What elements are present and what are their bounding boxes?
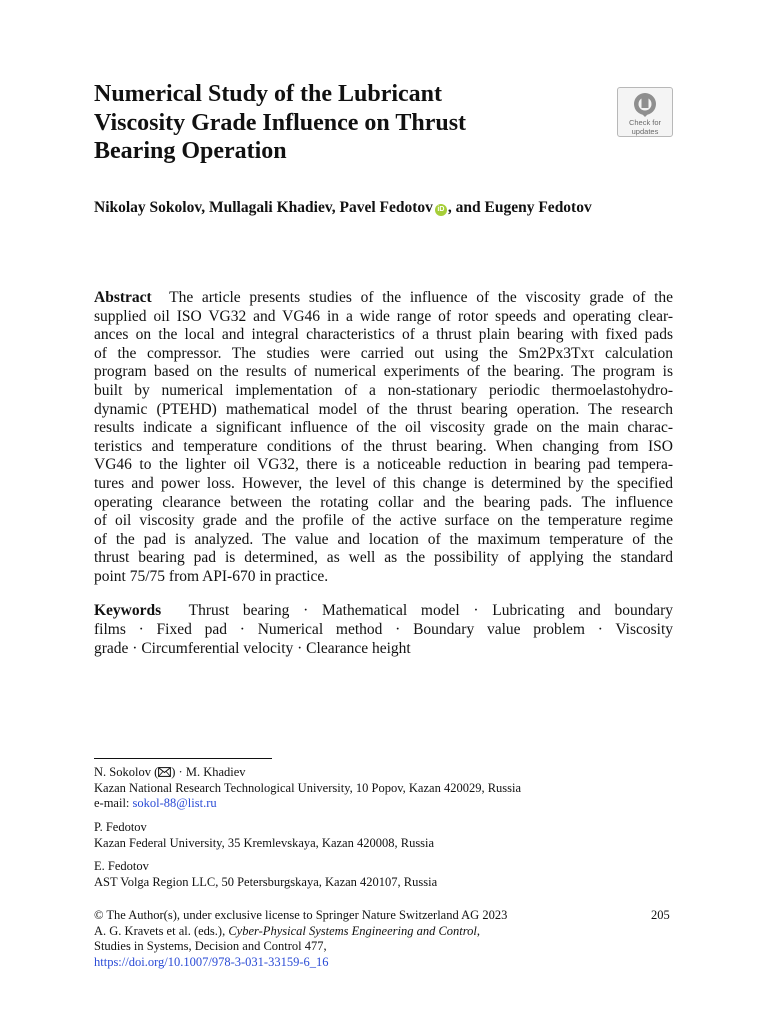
affiliation-3 (94, 859, 694, 890)
affiliation-address: Kazan National Research Technological University, 10 Popov, Kazan 420029, Russia (94, 780, 522, 795)
keywords (94, 601, 673, 658)
page-number: 205 (651, 908, 670, 922)
abstract-line: VG46 to the lighter oil VG32, there is a noticeable reduction in bearing pad tempera- (94, 456, 673, 474)
affiliation-author: P. Fedotov (94, 820, 147, 834)
abstract (94, 289, 673, 587)
abstract-line: thrust bearing pad is determined, as well as the possibility of applying the standard (94, 549, 673, 567)
citation-block (94, 908, 694, 970)
doi-line (94, 955, 694, 971)
doi-link[interactable]: https://doi.org/10.1007/978-3-031-33159-6_16 (94, 954, 329, 969)
orcid-icon[interactable]: iD (435, 204, 447, 216)
copyright-line: © The Author(s), under exclusive license to Springer Nature Switzerland AG 2023 (94, 908, 508, 922)
abstract-line: of oil viscosity grade and the profile of the active surface on the temperature regime (94, 512, 673, 530)
abstract-line: tures and power loss. However, the level of this change is determined by the specified (94, 474, 673, 492)
check-for-updates-badge[interactable] (617, 87, 673, 137)
abstract-line: results indicate a significant influence of the oil viscosity grade on the main charac- (94, 419, 673, 437)
affiliation-2 (94, 820, 694, 851)
author-list (94, 199, 694, 217)
crossmark-icon (631, 92, 659, 118)
abstract-line: operating clearance between the rotating collar and the bearing pads. The influence (94, 493, 673, 511)
authors-text: Nikolay Sokolov, Mullagali Khadiev, Pavel Fedotov (94, 199, 433, 216)
authors-text: , and Eugeny Fedotov (447, 199, 592, 216)
affiliation-authors: N. Sokolov ( ) · M. Khadiev (94, 765, 246, 779)
abstract-line: built by numerical implementation of a non-stationary periodic thermoelastohydro- (94, 381, 673, 399)
abstract-line: Abstract The article presents studies of the influence of the viscosity grade of the (94, 289, 674, 306)
abstract-line: point 75/75 from API-670 in practice. (94, 567, 329, 585)
abstract-line: dynamic (PTEHD) mathematical model of the thrust bearing operation. The research (94, 400, 673, 418)
title-line: Numerical Study of the Lubricant (94, 81, 442, 107)
keywords-label: Keywords (94, 602, 162, 619)
title-line: Bearing Operation (94, 138, 287, 164)
abstract-line: ances on the local and integral characteristics of a thrust plain bearing with fixed pads (94, 326, 673, 344)
affiliation-1 (94, 765, 694, 812)
series-line: Studies in Systems, Decision and Control 477, (94, 939, 327, 953)
book-title: Cyber-Physical Systems Engineering and Control (228, 923, 477, 938)
badge-text-line: Check for (628, 118, 662, 127)
email-link[interactable]: sokol-88@list.ru (132, 796, 217, 810)
abstract-line: of the pad is analyzed. The value and location of the maximum temperature of the (94, 530, 673, 548)
editors-line: A. G. Kravets et al. (eds.), Cyber-Physical Systems Engineering and Control, (94, 923, 481, 938)
abstract-label: Abstract (94, 289, 152, 306)
title-line: Viscosity Grade Influence on Thrust (94, 109, 467, 136)
keywords-line: Keywords Thrust bearing · Mathematical model · Lubricating and boundary (94, 602, 674, 619)
abstract-line: program based on the results of numerical experiments of the bearing. The program is (94, 363, 673, 381)
footnote-divider (94, 758, 272, 759)
envelope-icon[interactable] (158, 767, 171, 777)
abstract-line: of the compressor. The studies were carried out using the Sm2Px3Txτ calculation (94, 344, 673, 362)
affiliation-address: AST Volga Region LLC, 50 Petersburgskaya, Kazan 420107, Russia (94, 874, 438, 889)
abstract-line: supplied oil ISO VG32 and VG46 in a wide range of rotor speeds and operating clear- (94, 307, 673, 325)
badge-text-line: updates (631, 127, 659, 136)
affiliation-author: E. Fedotov (94, 859, 149, 873)
abstract-line: teristics and temperature conditions of the thrust bearing. When changing from ISO (94, 437, 673, 455)
affiliation-address: Kazan Federal University, 35 Kremlevskaya, Kazan 420008, Russia (94, 835, 435, 850)
affiliation-email: e-mail: sokol-88@list.ru (94, 796, 217, 810)
keywords-line: films · Fixed pad · Numerical method · Boundary value problem · Viscosity (94, 621, 673, 638)
paper-title (94, 80, 564, 166)
keywords-line: grade · Circumferential velocity · Clearance height (94, 640, 411, 657)
